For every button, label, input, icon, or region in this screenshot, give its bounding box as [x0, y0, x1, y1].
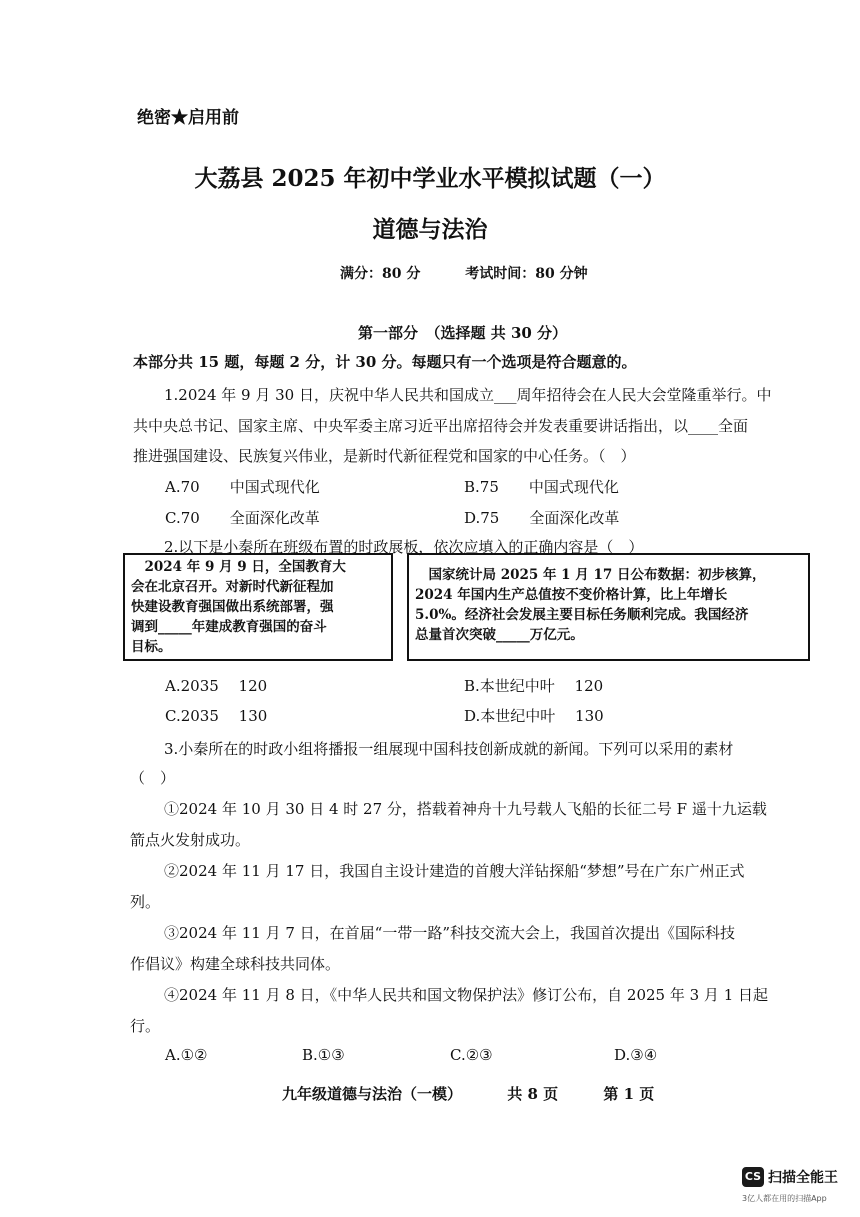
q3-item2-line1: ②2024 年 11 月 17 日，我国自主设计建造的首艘大洋钻探船“梦想”号在广东广州正式 — [164, 862, 745, 880]
news-board-economy — [407, 553, 810, 661]
footer-paper-name: 九年级道德与法治（一模） — [282, 1085, 463, 1103]
full-score: 满分：80 分 — [340, 266, 421, 282]
q3-item1-line2: 箭点火发射成功。 — [130, 831, 251, 849]
board1-line: 目标。 — [131, 639, 172, 655]
exam-time: 考试时间：80 分钟 — [465, 266, 588, 282]
q2-option-b: B.本世纪中叶 120 — [464, 677, 604, 695]
exam-meta — [340, 263, 628, 283]
q2-option-c: C.2035 130 — [165, 707, 268, 725]
board2-line: 2024 年国内生产总值按不变价格计算，比上年增长 — [415, 587, 728, 603]
exam-title: 大荔县 2025 年初中学业水平模拟试题（一） — [194, 165, 666, 192]
part-instructions: 本部分共 15 题，每题 2 分，计 30 分。每题只有一个选项是符合题意的。 — [133, 353, 637, 371]
q3-option-c: C.②③ — [450, 1046, 493, 1064]
board1-line: 快建设教育强国做出系统部署，强 — [131, 599, 334, 615]
q3-stem-line2: （ ） — [130, 769, 176, 787]
q1-option-c: C.70 全面深化改革 — [165, 509, 320, 527]
board2-line: 5.0%。经济社会发展主要目标任务顺利完成。我国经济 — [415, 607, 749, 623]
q3-option-d: D.③④ — [614, 1046, 658, 1064]
board2-line: 总量首次突破_____万亿元。 — [415, 627, 584, 643]
q3-item2-line2: 列。 — [130, 893, 161, 911]
part-heading: 第一部分 （选择题 共 30 分） — [358, 324, 568, 342]
q3-item3-line2: 作倡议》构建全球科技共同体。 — [130, 955, 341, 973]
q2-option-d: D.本世纪中叶 130 — [464, 707, 604, 725]
q3-stem-line1: 3.小秦所在的时政小组将播报一组展现中国科技创新成就的新闻。下列可以采用的素材 — [164, 740, 734, 758]
subject-title: 道德与法治 — [372, 216, 488, 243]
camscanner-name: 扫描全能王 — [768, 1170, 838, 1186]
board1-line: 调到_____年建成教育强国的奋斗 — [131, 619, 327, 635]
camscanner-tagline: 3亿人都在用的扫描App — [742, 1194, 827, 1203]
q3-item3-line1: ③2024 年 11 月 7 日，在首届“一带一路”科技交流大会上，我国首次提出《国际科技 — [164, 924, 735, 942]
q1-line3: 推进强国建设、民族复兴伟业，是新时代新征程党和国家的中心任务。（ ） — [133, 447, 636, 465]
secret-mark: 绝密★启用前 — [137, 108, 239, 128]
q1-option-b: B.75 中国式现代化 — [464, 478, 619, 496]
board2-line: 国家统计局 2025 年 1 月 17 日公布数据：初步核算， — [415, 567, 766, 583]
news-board-education — [123, 553, 393, 661]
q3-option-a: A.①② — [165, 1046, 208, 1064]
q1-option-d: D.75 全面深化改革 — [464, 509, 620, 527]
q3-item1-line1: ①2024 年 10 月 30 日 4 时 27 分，搭载着神舟十九号载人飞船的长征二号 F 遥十九运载 — [164, 800, 767, 818]
board1-line: 2024 年 9 月 9 日，全国教育大 — [131, 559, 346, 575]
footer-total-pages: 共 8 页 — [507, 1085, 559, 1103]
page-footer — [282, 1083, 694, 1104]
q2-option-a: A.2035 120 — [165, 677, 268, 695]
q2-stem: 2.以下是小秦所在班级布置的时政展板，依次应填入的正确内容是（ ） — [164, 538, 644, 556]
q1-line2: 共中央总书记、国家主席、中央军委主席习近平出席招待会并发表重要讲话指出，以____全面 — [133, 417, 749, 435]
camscanner-logo-icon: CS — [742, 1167, 764, 1187]
q3-item4-line1: ④2024 年 11 月 8 日，《中华人民共和国文物保护法》修订公布，自 2025 年 3 月 1 日起 — [164, 986, 769, 1004]
q1-option-a: A.70 中国式现代化 — [165, 478, 320, 496]
q3-item4-line2: 行。 — [130, 1017, 161, 1035]
q1-line1: 1.2024 年 9 月 30 日，庆祝中华人民共和国成立___周年招待会在人民大会堂隆重举行。中 — [164, 386, 772, 404]
footer-page-number: 第 1 页 — [603, 1085, 655, 1103]
board1-line: 会在北京召开。对新时代新征程加 — [131, 579, 334, 595]
q3-option-b: B.①③ — [302, 1046, 345, 1064]
